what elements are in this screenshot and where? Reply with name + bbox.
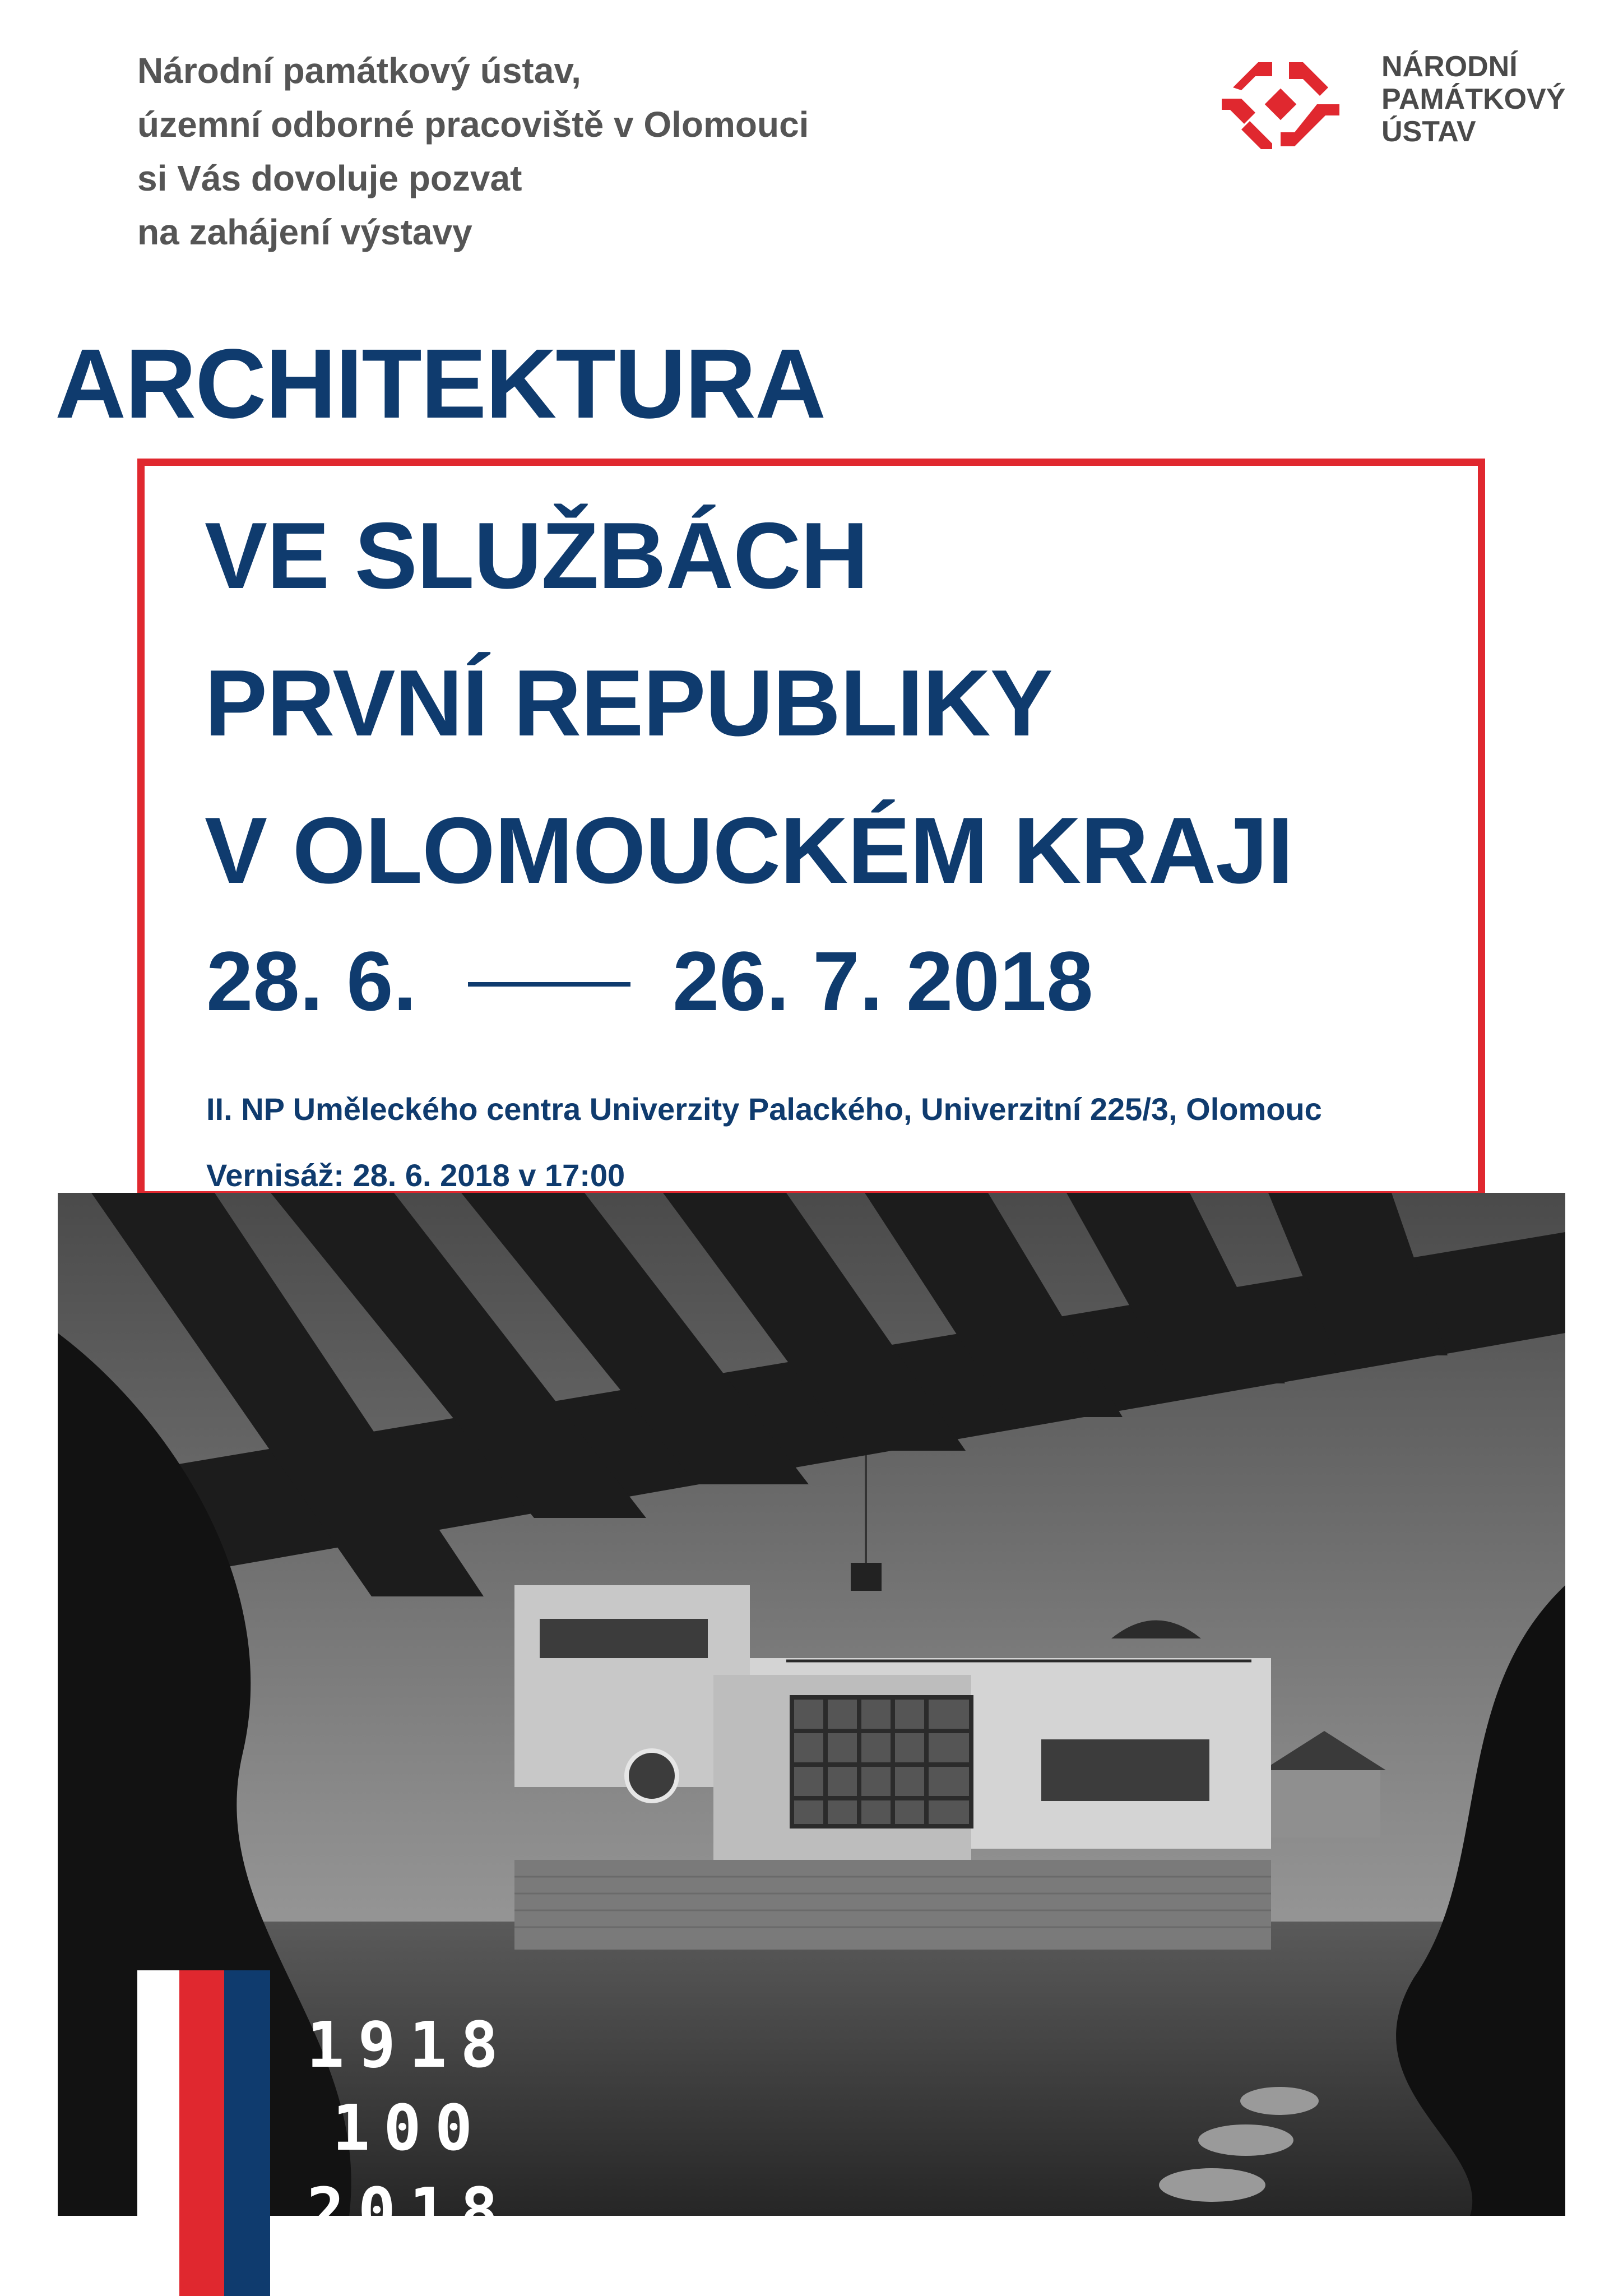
centenary-line-3: 2018 (307, 2175, 512, 2248)
invitation-line-3: si Vás dovoluje pozvat (137, 158, 522, 198)
venue-address: II. NP Uměleckého centra Univerzity Palackého, Univerzitní 225/3, Olomouc (206, 1091, 1322, 1127)
invitation-line-2: územní odborné pracoviště v Olomouci (137, 104, 809, 145)
logo-line-1: NÁRODNÍ (1381, 50, 1518, 83)
villa-photograph (58, 1193, 1565, 2216)
vernissage: Vernisáž: 28. 6. 2018 v 17:00 (206, 1158, 625, 1193)
venue-info (206, 1076, 1322, 1209)
subtitle-line-2: PRVNÍ REPUBLIKY (205, 650, 1052, 756)
centenary-badge (303, 2004, 516, 2253)
exhibition-subtitle (205, 482, 1293, 924)
date-end: 26. 7. 2018 (673, 934, 1093, 1028)
flag-stripe-blue (224, 1970, 270, 2296)
centenary-line-2: 100 (332, 2092, 486, 2165)
flag-stripe-white (137, 1970, 179, 2296)
invitation-text (137, 44, 809, 259)
invitation-line-4: na zahájení výstavy (137, 212, 472, 252)
subtitle-line-3: V OLOMOUCKÉM KRAJI (205, 798, 1293, 903)
invitation-line-1: Národní památkový ústav, (137, 50, 581, 91)
date-start: 28. 6. (206, 934, 417, 1028)
logo-line-3: ÚSTAV (1381, 115, 1476, 148)
logo-line-2: PAMÁTKOVÝ (1381, 83, 1566, 115)
centenary-line-1: 1918 (307, 2009, 512, 2082)
subtitle-line-1: VE SLUŽBÁCH (205, 503, 868, 608)
npu-logo-icon (1211, 54, 1351, 149)
logo-wordmark (1381, 50, 1565, 148)
flag-stripe-red (179, 1970, 224, 2296)
exhibition-title: ARCHITEKTURA (55, 329, 826, 439)
date-dash (468, 982, 630, 987)
